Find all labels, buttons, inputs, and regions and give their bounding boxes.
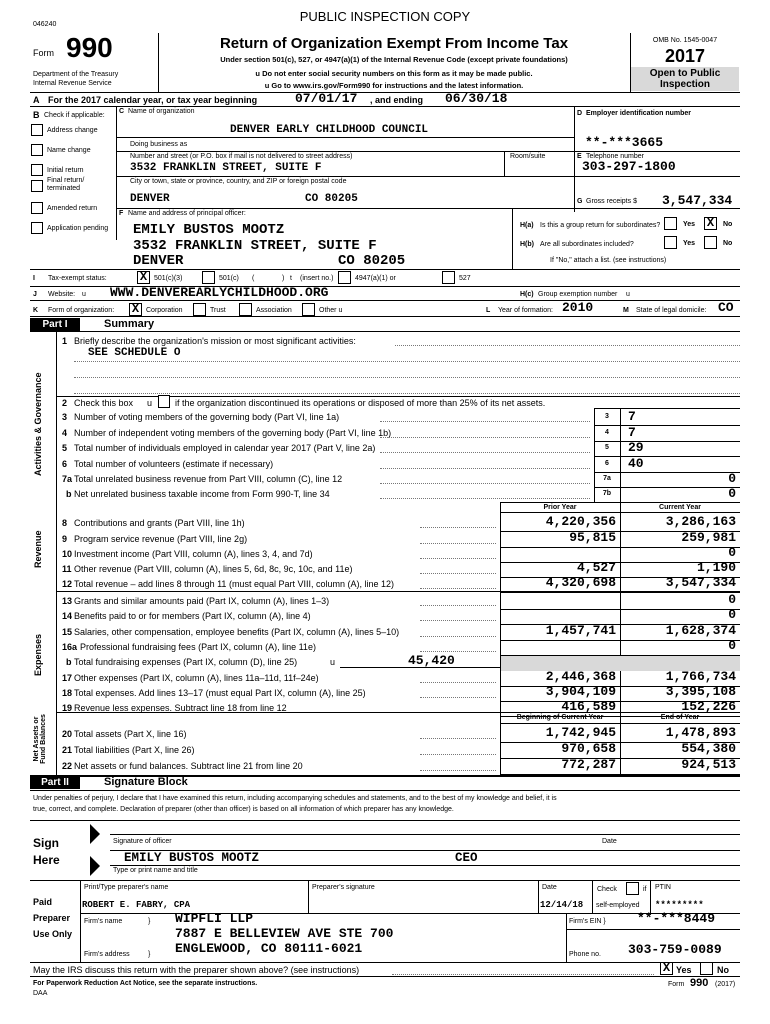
- gov-line-text: Number of independent voting members of the governing body (Part VI, line 1b): [74, 428, 392, 438]
- org-name-heading: Name of organization: [128, 108, 195, 115]
- line-text: Professional fundraising fees (Part IX, column (A), line 11e): [80, 642, 316, 652]
- 527-label: 527: [459, 275, 471, 282]
- line-number: 15: [62, 627, 73, 637]
- form-of-org-label: Form of organization:: [48, 307, 115, 314]
- website-label: Website:: [48, 291, 76, 298]
- gov-line-box: 7b: [602, 490, 612, 497]
- prior-year-value: 970,658: [561, 741, 616, 756]
- current-year-value: 259,981: [681, 530, 736, 545]
- street-label: Number and street (or P.O. box if mail is not delivered to street address): [130, 153, 353, 160]
- irs-label: Internal Revenue Service: [33, 80, 112, 87]
- line2-arrow: u: [147, 398, 153, 408]
- firm-address-label: Firm's address: [84, 951, 130, 958]
- prior-year-value: 4,220,356: [545, 514, 616, 529]
- line-k-label: K: [33, 307, 39, 314]
- ptin-label: PTIN: [655, 884, 671, 891]
- gov-line-box: 7a: [603, 475, 611, 482]
- sign-date-label: Date: [602, 838, 617, 845]
- hb-question: Are all subordinates included?: [540, 241, 634, 248]
- principal-officer-heading: Name and address of principal officer:: [128, 210, 246, 217]
- row-divider: [594, 425, 740, 426]
- sign-arrows: [88, 820, 102, 880]
- trust-label: Trust: [210, 307, 226, 314]
- if-label: if: [643, 886, 647, 893]
- line-text: Total liabilities (Part X, line 26): [74, 745, 195, 755]
- tax-exempt-status-label: Tax-exempt status:: [48, 275, 107, 282]
- prior-year-value: 416,589: [561, 699, 616, 714]
- check-label: Check: [597, 886, 617, 893]
- mission-text: SEE SCHEDULE O: [88, 347, 181, 359]
- org-phone: 303-297-1800: [582, 159, 676, 174]
- corporation-checkbox[interactable]: X: [129, 303, 142, 316]
- gov-line-number: 3: [62, 412, 68, 422]
- dba-label: Doing business as: [130, 141, 188, 148]
- preparer-name: ROBERT E. FABRY, CPA: [82, 900, 191, 910]
- leader-dots: [420, 636, 496, 637]
- other-org-label: Other u: [319, 307, 343, 314]
- line-text: Other revenue (Part VIII, column (A), lines 5, 6d, 8c, 9c, 10c, and 11e): [74, 564, 353, 574]
- revenue-side-label: Revenue: [33, 530, 43, 568]
- 501c-label: 501(c): [219, 275, 239, 282]
- form-subtitle: Under section 501(c), 527, or 4947(a)(1) of the Internal Revenue Code (except private foundations): [220, 55, 568, 64]
- prior-year-value: 772,287: [561, 757, 616, 772]
- ssn-warning: u Do not enter social security numbers on this form as it may be made public.: [255, 69, 533, 78]
- 501c3-label: 501(c)(3): [154, 275, 183, 282]
- inspection-label: Inspection: [659, 79, 710, 90]
- formation-year-label: Year of formation:: [498, 307, 553, 314]
- discontinued-operations-checkbox[interactable]: [158, 395, 170, 408]
- prior-year-value: 4,527: [576, 560, 616, 575]
- line-number: 17: [62, 673, 73, 683]
- begin-year-heading: Beginning of Current Year: [516, 714, 604, 721]
- line-number: 12: [62, 579, 73, 589]
- section-f-label: F: [119, 210, 124, 217]
- line-number: 16a: [62, 642, 78, 652]
- line-text: Revenue less expenses. Subtract line 18 from line 12: [74, 703, 287, 713]
- domicile-state: CO: [718, 300, 734, 315]
- line-i-label: I: [33, 275, 35, 282]
- section-b-label: B: [33, 110, 40, 120]
- prior-year-value: 1,742,945: [545, 725, 616, 740]
- 4947-label: 4947(a)(1) or: [355, 275, 396, 282]
- line-text: Total revenue – add lines 8 through 11 (must equal Part VIII, column (A), line 12): [74, 579, 395, 589]
- firm-name-arrow: }: [148, 918, 151, 925]
- part2-title: Signature Block: [104, 776, 188, 788]
- omb-number: OMB No. 1545-0047: [652, 37, 718, 44]
- here-label: Here: [33, 853, 60, 867]
- part2-label: Part II: [30, 776, 80, 789]
- line-text: Benefits paid to or for members (Part IX, column (A), line 4): [74, 611, 311, 621]
- hb-yes-checkbox[interactable]: [664, 236, 677, 249]
- line-number: 8: [62, 518, 68, 528]
- line2-text-a: Check this box: [74, 398, 134, 408]
- gov-line-number: 7a: [62, 474, 73, 484]
- line-l-label: L: [486, 307, 491, 314]
- association-checkbox[interactable]: [239, 303, 252, 316]
- line-number: 22: [62, 761, 73, 771]
- officer-signature-name: EMILY BUSTOS MOOTZ: [124, 851, 260, 865]
- discuss-question: May the IRS discuss this return with the preparer shown above? (see instructions): [33, 965, 360, 975]
- current-year-value: 0: [728, 592, 736, 607]
- name-change-checkbox[interactable]: [31, 144, 43, 156]
- current-year-value: 0: [728, 607, 736, 622]
- gov-line-text: Number of voting members of the governing body (Part VI, line 1a): [74, 412, 340, 422]
- preparer-date: 12/14/18: [540, 900, 584, 910]
- line-text: Total expenses. Add lines 13–17 (must equal Part IX, column (A), line 25): [74, 688, 366, 698]
- gov-line-text: Total number of individuals employed in calendar year 2017 (Part V, line 2a): [74, 443, 376, 453]
- leader-dots: [420, 682, 496, 683]
- 501c-open-paren: (: [252, 275, 255, 282]
- section-d-label: D: [577, 110, 583, 117]
- current-year-value: 0: [728, 638, 736, 653]
- line1-text: Briefly describe the organization's mission or most significant activities:: [74, 336, 356, 346]
- website-url[interactable]: WWW.DENVEREARLYCHILDHOOD.ORG: [110, 285, 329, 300]
- other-org-checkbox[interactable]: [302, 303, 315, 316]
- line-number: 21: [62, 745, 73, 755]
- part1-title: Summary: [104, 318, 155, 330]
- self-employed-checkbox[interactable]: [626, 882, 639, 895]
- current-year-value: 3,547,334: [665, 575, 736, 590]
- current-year-value: 3,395,108: [665, 684, 736, 699]
- leader-dots: [420, 605, 496, 606]
- section-e-label: E: [577, 153, 582, 160]
- current-year-value: 554,380: [681, 741, 736, 756]
- line-m-label: M: [623, 307, 629, 314]
- address-change-checkbox[interactable]: [31, 124, 43, 136]
- website-arrow: u: [82, 291, 86, 298]
- line-text: Investment income (Part VIII, column (A), lines 3, 4, and 7d): [74, 549, 313, 559]
- line-number: 14: [62, 611, 73, 621]
- leader-dots: [420, 738, 496, 739]
- officer-signature-label: Signature of officer: [113, 838, 172, 845]
- final-return-label: Final return/ terminated: [47, 177, 85, 192]
- gov-line-number: 4: [62, 428, 68, 438]
- sign-label: Sign: [33, 836, 59, 850]
- line-number: 11: [62, 564, 72, 574]
- current-year-value: 3,286,163: [665, 514, 736, 529]
- ha-yes-label: Yes: [683, 221, 696, 228]
- line-a-label: A: [33, 95, 40, 105]
- officer-state-zip: CO 80205: [338, 253, 406, 269]
- current-year-value: 152,226: [681, 699, 736, 714]
- application-pending-label: Application pending: [47, 225, 109, 232]
- amended-return-checkbox[interactable]: [31, 202, 43, 214]
- firm-ein: **-***8449: [637, 911, 716, 926]
- leader-dots: [380, 452, 590, 453]
- gov-line-value: 29: [628, 440, 644, 455]
- line16b-number: b: [66, 657, 72, 667]
- gov-line-text: Total unrelated business revenue from Part VIII, column (C), line 12: [74, 474, 343, 484]
- line-j-label: J: [33, 291, 37, 298]
- line16b-text: Total fundraising expenses (Part IX, column (D), line 25): [74, 657, 298, 667]
- row-divider: [594, 456, 740, 457]
- final-return-checkbox[interactable]: [31, 180, 43, 192]
- leader-dots: [420, 770, 496, 771]
- footer-form-word: Form: [668, 981, 685, 988]
- leader-dots: [380, 421, 590, 422]
- perjury-text-1: Under penalties of perjury, I declare that I have examined this return, including accompanying schedules and statements, and to the best of my knowledge and belief, it is: [33, 795, 557, 802]
- line-text: Net assets or fund balances. Subtract line 21 from line 20: [74, 761, 303, 771]
- ha-question: Is this a group return for subordinates?: [540, 222, 661, 229]
- hb-label: H(b): [520, 241, 534, 248]
- amended-return-label: Amended return: [47, 205, 98, 212]
- firm-address-line2: ENGLEWOOD, CO 80111-6021: [175, 941, 363, 956]
- firm-address-line1: 7887 E BELLEVIEW AVE STE 700: [175, 926, 394, 941]
- leader-dots: [420, 697, 496, 698]
- gov-line-box: 4: [605, 429, 609, 436]
- firm-phone: 303-759-0089: [628, 942, 722, 957]
- 4947-checkbox[interactable]: [338, 271, 351, 284]
- form-number: 990: [66, 32, 113, 63]
- line-text: Other expenses (Part IX, column (A), lines 11a–11d, 11f–24e): [74, 673, 319, 683]
- firm-name: WIPFLI LLP: [175, 911, 254, 926]
- hc-text: Group exemption number: [538, 291, 618, 298]
- leader-dots: [420, 573, 496, 574]
- fundraising-total: 45,420: [408, 653, 455, 668]
- initial-return-checkbox[interactable]: [31, 164, 43, 176]
- footer-form-number: 990: [690, 977, 709, 989]
- gov-line-box: 5: [605, 444, 609, 451]
- discuss-yes-checkbox[interactable]: X: [660, 962, 673, 975]
- line-number: 19: [62, 703, 73, 713]
- initial-return-label: Initial return: [47, 167, 84, 174]
- line-a-text: For the 2017 calendar year, or tax year beginning: [48, 95, 258, 105]
- 501c-close-paren: ): [282, 275, 285, 282]
- preparer-date-label: Date: [542, 884, 557, 891]
- line-number: 18: [62, 688, 73, 698]
- open-public: Open to Public: [649, 68, 721, 79]
- public-inspection-banner: PUBLIC INSPECTION COPY: [299, 9, 471, 24]
- firm-ein-label: Firm's EIN }: [569, 918, 606, 925]
- org-state-zip: CO 80205: [305, 193, 358, 205]
- leader-dots: [420, 754, 496, 755]
- leader-dots: [420, 558, 496, 559]
- use-only-label: Use Only: [33, 929, 73, 939]
- leader-dots: [420, 543, 496, 544]
- gov-line-value: 0: [728, 486, 736, 501]
- gov-line-value: 7: [628, 409, 636, 424]
- gross-receipts-label: Gross receipts $: [586, 198, 637, 205]
- line-number: 13: [62, 596, 73, 606]
- preparer-label: Preparer: [33, 913, 71, 923]
- prior-year-heading: Prior Year: [543, 504, 577, 511]
- activities-governance-label: Activities & Governance: [33, 372, 43, 476]
- h-note: If "No," attach a list. (see instructions): [550, 257, 667, 264]
- ha-yes-checkbox[interactable]: [664, 217, 677, 230]
- line1-number: 1: [62, 336, 68, 346]
- line-text: Total assets (Part X, line 16): [74, 729, 187, 739]
- line-text: Grants and similar amounts paid (Part IX, column (A), lines 1–3): [74, 596, 330, 606]
- name-change-label: Name change: [47, 147, 91, 154]
- line-number: 10: [62, 549, 73, 559]
- gov-line-text: Total number of volunteers (estimate if necessary): [74, 459, 274, 469]
- 501c3-checkbox[interactable]: X: [137, 271, 150, 284]
- prior-year-value: 3,904,109: [545, 684, 616, 699]
- current-year-value: 924,513: [681, 757, 736, 772]
- tax-year: 2017: [664, 46, 706, 66]
- 501c-checkbox[interactable]: [202, 271, 215, 284]
- hc-label: H(c): [520, 291, 534, 298]
- preparer-ptin: *********: [655, 900, 704, 910]
- leader-dots: [420, 651, 496, 652]
- prior-year-value: 1,457,741: [545, 623, 616, 638]
- gov-line-text: Net unrelated business taxable income from Form 990-T, line 34: [74, 489, 330, 499]
- prior-year-value: 4,320,698: [545, 575, 616, 590]
- form-title: Return of Organization Exempt From Income Tax: [219, 35, 569, 52]
- line-number: 20: [62, 729, 73, 739]
- section-c-label: C: [119, 108, 125, 115]
- preparer-signature-label: Preparer's signature: [312, 884, 375, 891]
- officer-title: CEO: [455, 851, 478, 865]
- line2-number: 2: [62, 398, 68, 408]
- city-label: City or town, state or province, country, and ZIP or foreign postal code: [130, 178, 347, 185]
- officer-city: DENVER: [133, 253, 184, 269]
- tax-year-begin: 07/01/17: [295, 91, 358, 106]
- gov-line-value: 0: [728, 471, 736, 486]
- current-year-value: 1,190: [696, 560, 736, 575]
- leader-dots: [380, 498, 590, 499]
- line16b-arrow: u: [330, 657, 336, 667]
- net-assets-side-label: Net Assets or Fund Balances: [33, 714, 47, 764]
- line-text: Salaries, other compensation, employee benefits (Part IX, column (A), lines 5–10): [74, 627, 400, 637]
- ein-heading: Employer identification number: [586, 110, 692, 117]
- leader-dots: [380, 437, 590, 438]
- line-number: 9: [62, 534, 68, 544]
- prior-year-value: 95,815: [569, 530, 616, 545]
- current-year-heading: Current Year: [659, 504, 701, 511]
- org-name: DENVER EARLY CHILDHOOD COUNCIL: [230, 124, 429, 136]
- gov-line-value: 7: [628, 425, 636, 440]
- expenses-side-label: Expenses: [33, 633, 43, 676]
- end-year-heading: End of Year: [660, 714, 700, 721]
- prior-year-value: 2,446,368: [545, 669, 616, 684]
- line-text: Contributions and grants (Part VIII, line 1h): [74, 518, 245, 528]
- association-label: Association: [256, 307, 292, 314]
- hb-no-label: No: [723, 240, 733, 247]
- org-city: DENVER: [130, 193, 170, 205]
- leader-dots: [380, 468, 590, 469]
- treasury-dept: Department of the Treasury: [33, 71, 119, 78]
- phone-heading: Telephone number: [586, 153, 644, 160]
- firm-name-label: Firm's name: [84, 918, 123, 925]
- domicile-label: State of legal domicile:: [636, 307, 707, 314]
- room-suite-label: Room/suite: [510, 153, 546, 160]
- org-ein: **-***3665: [585, 135, 664, 150]
- firm-address-arrow: }: [148, 951, 151, 958]
- daa-label: DAA: [33, 990, 48, 997]
- leader-dots: [420, 588, 496, 589]
- footer-form-year: (2017): [715, 981, 736, 988]
- hb-no-checkbox[interactable]: [704, 236, 717, 249]
- application-pending-checkbox[interactable]: [31, 222, 43, 234]
- paid-label: Paid: [33, 897, 53, 907]
- ha-no-checkbox[interactable]: X: [704, 217, 717, 230]
- section-g-label: G: [577, 198, 583, 205]
- preparer-name-label: Print/Type preparer's name: [84, 884, 169, 891]
- gov-line-number: b: [66, 489, 72, 499]
- instructions-link[interactable]: u Go to www.irs.gov/Form990 for instructions and the latest information.: [264, 81, 524, 90]
- gov-line-number: 5: [62, 443, 68, 453]
- discuss-no-checkbox[interactable]: [700, 962, 713, 975]
- hb-yes-label: Yes: [683, 240, 696, 247]
- form-word: Form: [33, 48, 54, 58]
- discuss-no-label: No: [717, 965, 729, 975]
- leader-dots: [380, 483, 590, 484]
- officer-street: 3532 FRANKLIN STREET, SUITE F: [133, 238, 377, 254]
- address-change-label: Address change: [47, 127, 98, 134]
- gov-line-number: 6: [62, 459, 68, 469]
- perjury-text-2: true, correct, and complete. Declaration of preparer (other than officer) is based on all information of which preparer has any knowledge.: [33, 806, 454, 813]
- firm-phone-label: Phone no.: [569, 951, 601, 958]
- paperwork-notice: For Paperwork Reduction Act Notice, see the separate instructions.: [33, 980, 258, 987]
- row-divider: [594, 441, 740, 442]
- part1-label: Part I: [30, 318, 80, 331]
- formation-year: 2010: [562, 300, 594, 315]
- discuss-yes-label: Yes: [676, 965, 692, 975]
- current-year-value: 0: [728, 545, 736, 560]
- self-employed-label: self-employed: [596, 902, 640, 909]
- type-name-label: Type or print name and title: [113, 867, 198, 874]
- hc-arrow: u: [626, 291, 630, 298]
- document-code: 046240: [33, 21, 57, 28]
- leader-dots: [420, 527, 496, 528]
- 501c-insert-note: (insert no.): [300, 275, 334, 282]
- current-year-value: 1,478,893: [665, 725, 736, 740]
- org-street: 3532 FRANKLIN STREET, SUITE F: [130, 162, 322, 174]
- ha-label: H(a): [520, 222, 534, 229]
- ha-no-label: No: [723, 221, 733, 228]
- ending-label: , and ending: [370, 95, 423, 105]
- line-text: Program service revenue (Part VIII, line 2g): [74, 534, 248, 544]
- gov-line-value: 40: [628, 456, 644, 471]
- gross-receipts: 3,547,334: [662, 193, 733, 208]
- leader-dots: [420, 620, 496, 621]
- 501c-arrow: t: [290, 275, 292, 282]
- gov-line-box: 3: [605, 413, 609, 420]
- officer-name: EMILY BUSTOS MOOTZ: [133, 222, 285, 238]
- 527-checkbox[interactable]: [442, 271, 455, 284]
- tax-year-end: 06/30/18: [445, 91, 508, 106]
- trust-checkbox[interactable]: [193, 303, 206, 316]
- current-year-value: 1,766,734: [665, 669, 736, 684]
- gov-line-box: 6: [605, 460, 609, 467]
- section-b-heading: Check if applicable:: [44, 112, 105, 119]
- corporation-label: Corporation: [146, 307, 183, 314]
- current-year-value: 1,628,374: [665, 623, 736, 638]
- line2-text-b: if the organization discontinued its operations or disposed of more than 25% of its net assets.: [175, 398, 546, 408]
